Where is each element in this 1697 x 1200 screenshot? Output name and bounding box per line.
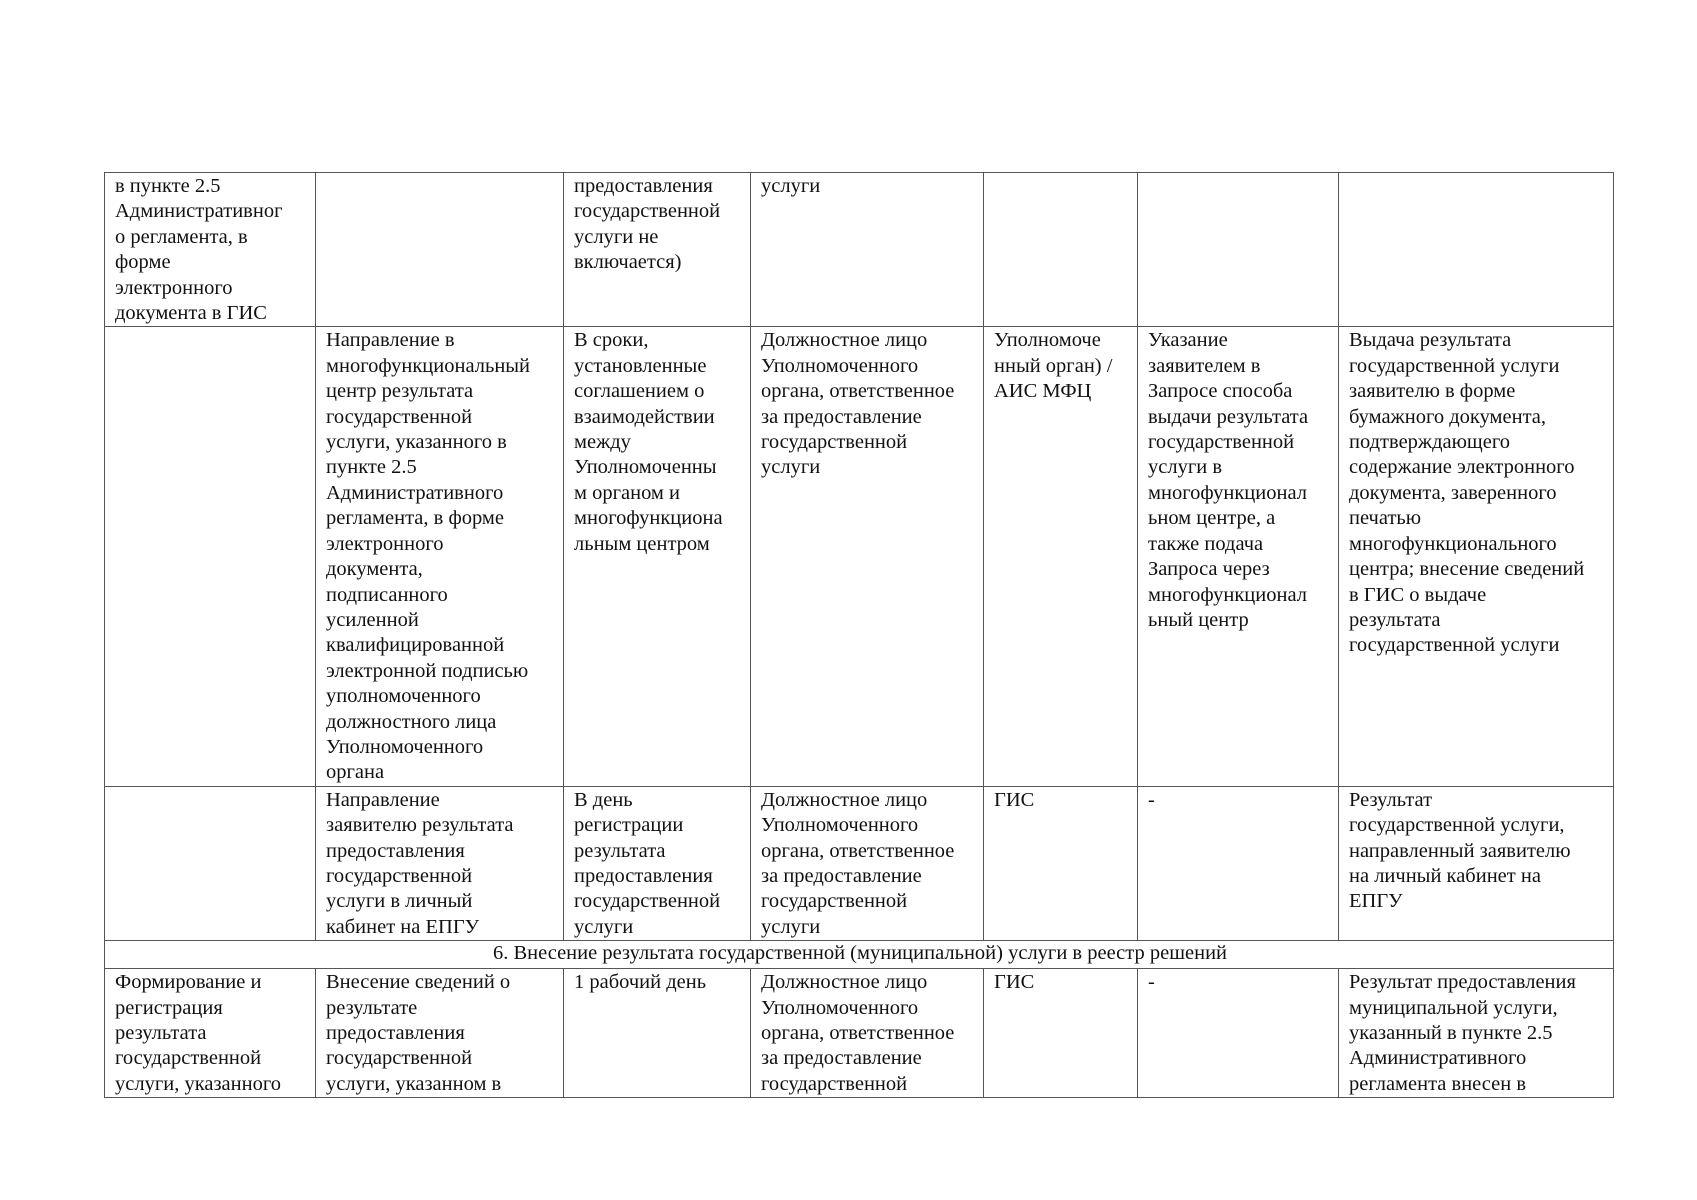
table-cell xyxy=(1339,173,1614,327)
table-cell: В день регистрации результата предоставления государственной услуги xyxy=(564,786,751,940)
table-cell: Должностное лицо Уполномоченного органа, ответственное за предоставление государственной услуги xyxy=(751,327,984,786)
table-cell: В сроки, установленные соглашением о взаимодействии между Уполномоченны м органом и многофункциона льным центром xyxy=(564,327,751,786)
table-cell: Выдача результата государственной услуги заявителю в форме бумажного документа, подтверждающего содержание электронного документа, заверенного печатью многофункционального центра; внесение сведений в ГИС о выдаче результата государственной услуги xyxy=(1339,327,1614,786)
table-cell: предоставления государственной услуги не включается) xyxy=(564,173,751,327)
table-cell: Направление в многофункциональный центр результата государственной услуги, указанного в пункте 2.5 Административного регламента, в форме электронного документа, подписанного усиленной квалифицированной электронной подписью уполномоченного должностного лица Уполномоченного органа xyxy=(316,327,564,786)
table-cell: Должностное лицо Уполномоченного органа, ответственное за предоставление государственной xyxy=(751,969,984,1098)
table-cell: в пункте 2.5 Административног о регламента, в форме электронного документа в ГИС xyxy=(105,173,316,327)
table-cell xyxy=(984,173,1138,327)
table-cell: Должностное лицо Уполномоченного органа, ответственное за предоставление государственной услуги xyxy=(751,786,984,940)
table-cell: Уполномоче нный орган) / АИС МФЦ xyxy=(984,327,1138,786)
section-row xyxy=(105,941,1614,969)
table-row xyxy=(105,173,1614,327)
table-cell: Указание заявителем в Запросе способа выдачи результата государственной услуги в многофункционал ьном центре, а также подача Запроса через многофункционал ьный центр xyxy=(1138,327,1339,786)
table-cell: - xyxy=(1138,969,1339,1098)
table-row xyxy=(105,327,1614,786)
table-cell: Результат государственной услуги, направленный заявителю на личный кабинет на ЕПГУ xyxy=(1339,786,1614,940)
table-row xyxy=(105,786,1614,940)
table-cell: услуги xyxy=(751,173,984,327)
procedure-table xyxy=(104,172,1614,1098)
table-cell: Формирование и регистрация результата государственной услуги, указанного xyxy=(105,969,316,1098)
table-cell: ГИС xyxy=(984,786,1138,940)
table-cell: - xyxy=(1138,786,1339,940)
table-cell: ГИС xyxy=(984,969,1138,1098)
table-cell xyxy=(1138,173,1339,327)
table-cell xyxy=(316,173,564,327)
table-cell xyxy=(105,786,316,940)
table-row xyxy=(105,969,1614,1098)
table-cell: 1 рабочий день xyxy=(564,969,751,1098)
table-cell: Внесение сведений о результате предоставления государственной услуги, указанном в xyxy=(316,969,564,1098)
table-cell: Результат предоставления муниципальной услуги, указанный в пункте 2.5 Административного регламента внесен в xyxy=(1339,969,1614,1098)
table-cell xyxy=(105,327,316,786)
table-cell: Направление заявителю результата предоставления государственной услуги в личный кабинет на ЕПГУ xyxy=(316,786,564,940)
section-heading: 6. Внесение результата государственной (муниципальной) услуги в реестр решений xyxy=(105,941,1614,969)
